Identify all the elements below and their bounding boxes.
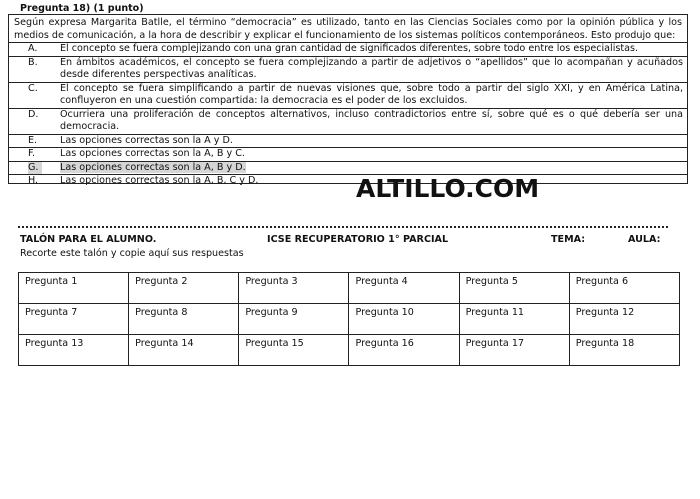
answer-cell[interactable]: Pregunta 3 (239, 273, 349, 304)
option-text: Las opciones correctas son la A, B, C y D. (60, 175, 259, 186)
options-table (9, 42, 687, 188)
talon-instructions: Recorte este talón y copie aquí sus respuestas (20, 248, 244, 259)
option-letter: A. (28, 43, 38, 54)
answer-cell[interactable]: Pregunta 7 (19, 304, 129, 335)
option-text: Las opciones correctas son la A, B y C. (60, 148, 245, 159)
option-text: El concepto se fuera simplificando a partir de nuevas visiones que, sobre todo a partir del siglo XXI, y en América Latina, confluyeron en una cuestión compartida: la democracia es el poder de los excluidos. (60, 82, 683, 106)
answer-cell[interactable]: Pregunta 8 (129, 304, 239, 335)
option-letter: G. (28, 162, 42, 175)
answer-row (19, 335, 680, 366)
option-letter: E. (28, 134, 38, 146)
option-row (9, 175, 687, 188)
watermark-text: ALTILLO.COM (356, 174, 540, 203)
answer-cell[interactable]: Pregunta 9 (239, 304, 349, 335)
option-letter: F. (28, 148, 36, 159)
question-title: Pregunta 18) (1 punto) (20, 3, 144, 14)
cut-line (18, 226, 668, 228)
answer-cell[interactable]: Pregunta 5 (459, 273, 569, 304)
aula-label: AULA: (628, 234, 661, 245)
option-row (9, 43, 687, 57)
answer-cell[interactable]: Pregunta 15 (239, 335, 349, 366)
option-text: Las opciones correctas son la A y D. (60, 134, 233, 146)
answer-cell[interactable]: Pregunta 1 (19, 273, 129, 304)
question-box (8, 14, 688, 184)
option-row (9, 108, 687, 134)
option-letter: B. (28, 56, 38, 68)
option-letter: D. (28, 108, 39, 120)
answer-cell[interactable]: Pregunta 12 (569, 304, 679, 335)
answer-row (19, 273, 680, 304)
option-text: En ámbitos académicos, el concepto se fuera complejizando a partir de adjetivos o “apellidos” que lo acompañan y acuñados desde diferentes perspectivas analíticas. (60, 56, 683, 80)
answer-cell[interactable]: Pregunta 13 (19, 335, 129, 366)
answer-cell[interactable]: Pregunta 11 (459, 304, 569, 335)
option-row (9, 134, 687, 148)
option-text: Ocurriera una proliferación de conceptos alternativos, incluso contradictorios entre sí, sobre qué es o qué debería ser una democracia. (60, 108, 683, 132)
answer-cell[interactable]: Pregunta 16 (349, 335, 459, 366)
option-row (9, 82, 687, 108)
answer-cell[interactable]: Pregunta 18 (569, 335, 679, 366)
tema-label: TEMA: (551, 234, 586, 245)
answer-cell[interactable]: Pregunta 6 (569, 273, 679, 304)
option-row (9, 148, 687, 162)
answer-cell[interactable]: Pregunta 10 (349, 304, 459, 335)
talon-header (20, 234, 670, 247)
answer-cell[interactable]: Pregunta 14 (129, 335, 239, 366)
exam-name: ICSE RECUPERATORIO 1° PARCIAL (267, 234, 449, 245)
option-row (9, 161, 687, 175)
answer-cell[interactable]: Pregunta 2 (129, 273, 239, 304)
answer-cell[interactable]: Pregunta 4 (349, 273, 459, 304)
talon-title: TALÓN PARA EL ALUMNO. (20, 234, 157, 245)
question-intro: Según expresa Margarita Batlle, el término “democracia” es utilizado, tanto en las Ciencias Sociales como por la opinión pública y los medios de comunicación, a la hora de describir y explicar el funcionamiento de los sistemas políticos contemporáneos. Esto produjo que: (14, 17, 682, 41)
option-text: El concepto se fuera complejizando con una gran cantidad de significados diferentes, sobre todo entre los especialistas. (60, 43, 639, 54)
option-letter: H. (28, 175, 39, 186)
answer-row (19, 304, 680, 335)
option-text: Las opciones correctas son la A, B y D. (60, 161, 246, 173)
answer-cell[interactable]: Pregunta 17 (459, 335, 569, 366)
option-letter: C. (28, 82, 38, 94)
answer-grid (18, 272, 680, 366)
option-row (9, 56, 687, 82)
